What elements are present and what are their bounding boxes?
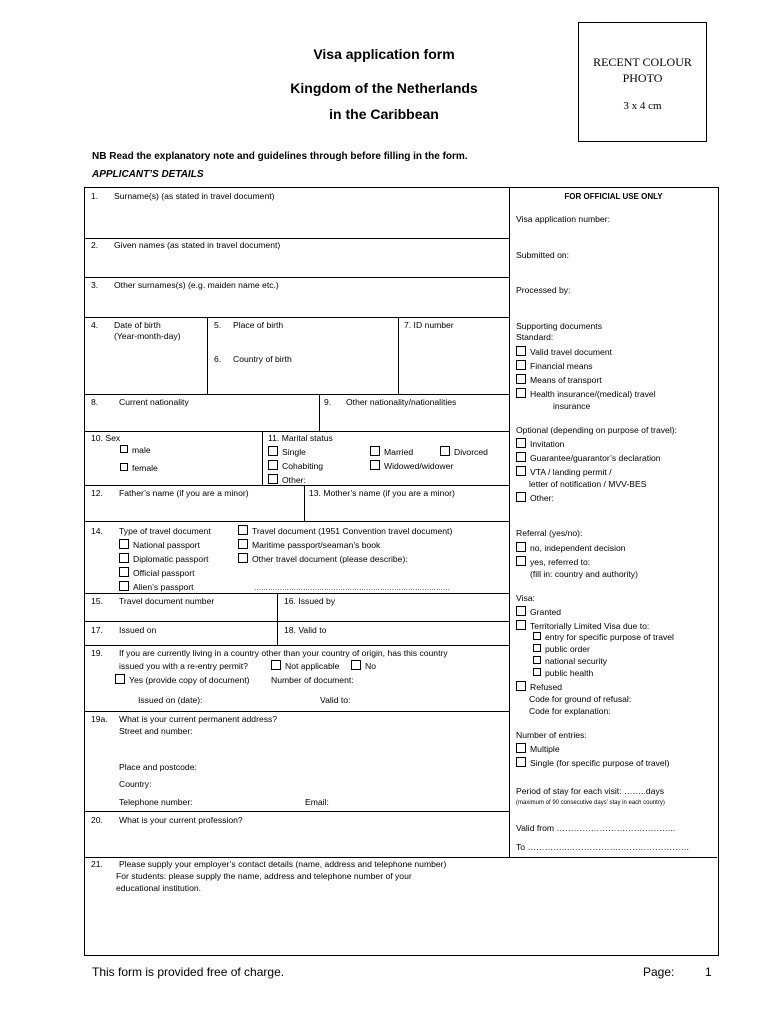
official-no-independent-label: no, independent decision — [530, 543, 626, 553]
official-vta-label: VTA / landing permit / — [530, 467, 612, 477]
official-national-security-checkbox[interactable] — [533, 656, 541, 664]
field-9-other-nationality[interactable]: Other nationality/nationalities — [346, 397, 457, 407]
field-21-employer-line1: Please supply your employer’s contact details (name, address and telephone number) — [119, 859, 447, 869]
other-marital-label: Other: — [282, 475, 306, 485]
official-single-option[interactable] — [516, 757, 669, 769]
official-number-of-entries: Number of entries: — [516, 730, 587, 740]
official-valid-travel-checkbox[interactable] — [516, 346, 526, 356]
official-code-refusal: Code for ground of refusal: — [529, 694, 632, 704]
yes-checkbox[interactable] — [115, 674, 125, 684]
official-invitation-option[interactable] — [516, 438, 564, 450]
widowed-label: Widowed/widower — [384, 461, 454, 471]
diplomatic-label: Diplomatic passport — [133, 554, 209, 564]
cohabiting-checkbox[interactable] — [268, 460, 278, 470]
row-line — [84, 277, 509, 278]
row-line — [84, 857, 717, 858]
field-21-employer-line2: For students: please supply the name, address and telephone number of your — [116, 871, 412, 881]
row-line — [84, 238, 509, 239]
official-yes-referred-checkbox[interactable] — [516, 556, 526, 566]
official-use-heading: FOR OFFICIAL USE ONLY — [564, 192, 663, 201]
field-1-number: 1. — [91, 191, 99, 201]
field-17-issued-on[interactable]: Issued on — [119, 625, 157, 635]
official-transport-option[interactable] — [516, 374, 602, 386]
field-20-profession[interactable]: What is your current profession? — [119, 815, 243, 825]
address-email[interactable]: Email: — [305, 797, 329, 807]
official-territorially-label: Territorially Limited Visa due to: — [530, 621, 650, 631]
official-vta-line2: letter of notification / MVV-BES — [529, 479, 647, 489]
alien-passport-label: Alien’s passport — [133, 582, 194, 592]
address-country[interactable]: Country: — [119, 779, 152, 789]
official-health-checkbox[interactable] — [516, 388, 526, 398]
single-label: Single — [282, 447, 306, 457]
field-3-other-surnames[interactable]: Other surnames(s) (e.g. maiden name etc.) — [114, 280, 279, 290]
official-multiple-option[interactable] — [516, 743, 560, 755]
reentry-valid-to[interactable]: Valid to: — [320, 695, 351, 705]
field-5-place-of-birth[interactable]: Place of birth — [233, 320, 284, 330]
reentry-not-applicable-option[interactable] — [271, 660, 339, 672]
address-telephone[interactable]: Telephone number: — [119, 797, 193, 807]
official-transport-label: Means of transport — [530, 375, 602, 385]
reentry-document-number[interactable]: Number of document: — [271, 675, 354, 685]
field-12-number: 12. — [91, 488, 103, 498]
other-doc-label: Other travel document (please describe): — [252, 554, 408, 564]
divorced-label: Divorced — [454, 447, 488, 457]
male-checkbox[interactable] — [120, 445, 128, 453]
official-valid-from: Valid from ………………………….……….. — [516, 823, 676, 833]
official-no-independent-option[interactable] — [516, 542, 626, 554]
official-refused-label: Refused — [530, 682, 563, 692]
official-granted-option[interactable] — [516, 606, 561, 618]
sex-male-option[interactable] — [120, 445, 151, 456]
cell-divider — [277, 593, 278, 645]
photo-label-line2: PHOTO — [622, 71, 663, 85]
row-line — [84, 621, 509, 622]
official-entry-specific-label: entry for specific purpose of travel — [545, 632, 674, 642]
official-other-checkbox[interactable] — [516, 492, 526, 502]
official-health-line2: insurance — [553, 401, 591, 411]
sex-female-option[interactable] — [120, 463, 158, 474]
field-19-question-line1: If you are currently living in a country other than your country of origin, has this country — [119, 648, 448, 658]
official-financial-checkbox[interactable] — [516, 360, 526, 370]
row-line — [84, 394, 509, 395]
official-financial-option[interactable] — [516, 360, 593, 372]
marital-other-option[interactable] — [268, 474, 306, 486]
row-line — [84, 811, 509, 812]
convention-checkbox[interactable] — [238, 525, 248, 535]
male-label: male — [132, 445, 151, 455]
official-entry-specific-checkbox[interactable] — [533, 632, 541, 640]
maritime-checkbox[interactable] — [238, 539, 248, 549]
official-passport-checkbox[interactable] — [119, 567, 129, 577]
field-20-number: 20. — [91, 815, 103, 825]
official-public-health-option[interactable] — [533, 668, 593, 679]
address-place[interactable]: Place and postcode: — [119, 762, 197, 772]
official-single-entry-label: Single (for specific purpose of travel) — [530, 758, 670, 768]
national-passport-checkbox[interactable] — [119, 539, 129, 549]
marital-divorced-option[interactable] — [440, 446, 488, 458]
field-3-number: 3. — [91, 280, 99, 290]
field-2-number: 2. — [91, 240, 99, 250]
field-8-number: 8. — [91, 397, 99, 407]
official-entry-specific-option[interactable] — [533, 632, 674, 643]
official-optional: Optional (depending on purpose of travel): — [516, 425, 677, 435]
official-national-security-option[interactable] — [533, 656, 607, 667]
photo-size: 3 x 4 cm — [623, 100, 662, 112]
field-14-type-of-document: Type of travel document — [119, 526, 211, 536]
field-10-sex: 10. Sex — [91, 433, 121, 443]
official-refused-option[interactable] — [516, 681, 562, 693]
other-doc-checkbox[interactable] — [238, 553, 248, 563]
yes-label: Yes (provide copy of document) — [129, 675, 250, 685]
cohabiting-label: Cohabiting — [282, 461, 324, 471]
doc-convention-option[interactable] — [238, 525, 452, 537]
official-yes-referred-option[interactable] — [516, 556, 590, 568]
field-11-marital-status: 11. Marital status — [268, 433, 333, 443]
field-18-valid-to[interactable]: 18. Valid to — [284, 625, 327, 635]
field-21-number: 21. — [91, 859, 103, 869]
field-4-date-of-birth[interactable]: Date of birth — [114, 320, 161, 330]
official-passport-label: Official passport — [133, 568, 195, 578]
official-no-independent-checkbox[interactable] — [516, 542, 526, 552]
field-16-issued-by[interactable]: 16. Issued by — [284, 596, 336, 606]
other-doc-description-line[interactable]: ………………………………………………………………………… — [254, 585, 450, 592]
maritime-label: Maritime passport/seaman’s book — [252, 540, 381, 550]
intro-note: NB Read the explanatory note and guidelines through before filling in the form. — [92, 151, 468, 162]
official-supporting-docs: Supporting documents — [516, 321, 602, 331]
official-code-explanation: Code for explanation: — [529, 706, 611, 716]
cell-divider — [319, 394, 320, 431]
official-national-security-label: national security — [545, 656, 608, 666]
official-referral: Referral (yes/no): — [516, 528, 583, 538]
form-subtitle-kingdom: Kingdom of the Netherlands — [290, 80, 478, 96]
not-applicable-checkbox[interactable] — [271, 660, 281, 670]
official-valid-to: To …………..……………….…………………… — [516, 842, 690, 852]
official-territorially-option[interactable] — [516, 620, 649, 632]
official-guarantee-option[interactable] — [516, 452, 661, 464]
marital-cohabiting-option[interactable] — [268, 460, 323, 472]
photo-box — [578, 22, 707, 142]
official-invitation-checkbox[interactable] — [516, 438, 526, 448]
field-4-format: (Year-month-day) — [114, 331, 181, 341]
cell-divider — [304, 485, 305, 521]
field-5-number: 5. — [214, 320, 222, 330]
form-subtitle-caribbean: in the Caribbean — [329, 106, 439, 122]
no-checkbox[interactable] — [351, 660, 361, 670]
field-6-country-of-birth[interactable]: Country of birth — [233, 354, 292, 364]
official-submitted-on: Submitted on: — [516, 250, 570, 260]
female-label: female — [132, 463, 158, 473]
form-title: Visa application form — [313, 46, 455, 62]
official-period-of-stay: Period of stay for each visit: ……..days — [516, 786, 665, 796]
footer-free-of-charge: This form is provided free of charge. — [92, 965, 285, 979]
official-public-order-option[interactable] — [533, 644, 590, 655]
field-14-number: 14. — [91, 526, 103, 536]
official-public-order-checkbox[interactable] — [533, 644, 541, 652]
official-vta-checkbox[interactable] — [516, 466, 526, 476]
official-other-label: Other: — [530, 493, 554, 503]
field-9-number: 9. — [324, 397, 332, 407]
field-2-given-names[interactable]: Given names (as stated in travel document) — [114, 240, 281, 250]
female-checkbox[interactable] — [120, 463, 128, 471]
field-19-question-line2: issued you with a re-entry permit? — [119, 661, 248, 671]
footer-page-number: 1 — [705, 965, 712, 979]
official-multiple-label: Multiple — [530, 744, 560, 754]
official-other-option[interactable] — [516, 492, 554, 504]
reentry-yes-option[interactable] — [115, 674, 250, 686]
reentry-issued-on[interactable]: Issued on (date): — [138, 695, 203, 705]
official-granted-label: Granted — [530, 607, 562, 617]
field-4-number: 4. — [91, 320, 99, 330]
official-guarantee-label: Guarantee/guarantor’s declaration — [530, 453, 661, 463]
official-single-entry-checkbox[interactable] — [516, 757, 526, 767]
official-fill-in: (fill in: country and authority) — [530, 569, 638, 579]
official-granted-checkbox[interactable] — [516, 606, 526, 616]
field-19-number: 19. — [91, 648, 103, 658]
field-15-document-number[interactable]: Travel document number — [119, 596, 215, 606]
field-12-fathers-name[interactable]: Father’s name (if you are a minor) — [119, 488, 249, 498]
official-vta-option[interactable] — [516, 466, 612, 478]
divorced-checkbox[interactable] — [440, 446, 450, 456]
cell-divider — [207, 317, 208, 394]
cell-divider — [398, 317, 399, 394]
official-multiple-checkbox[interactable] — [516, 743, 526, 753]
official-standard: Standard: — [516, 332, 554, 342]
alien-passport-checkbox[interactable] — [119, 581, 129, 591]
field-19a-address: What is your current permanent address? — [119, 714, 278, 724]
photo-label-line1: RECENT COLOUR — [593, 55, 692, 69]
official-visa-number: Visa application number: — [516, 214, 610, 224]
widowed-checkbox[interactable] — [370, 460, 380, 470]
row-line — [84, 317, 509, 318]
convention-label: Travel document (1951 Convention travel document) — [252, 526, 453, 536]
diplomatic-checkbox[interactable] — [119, 553, 129, 563]
field-6-number: 6. — [214, 354, 222, 364]
married-checkbox[interactable] — [370, 446, 380, 456]
address-street[interactable]: Street and number: — [119, 726, 193, 736]
official-processed-by: Processed by: — [516, 285, 571, 295]
official-guarantee-checkbox[interactable] — [516, 452, 526, 462]
row-line — [84, 645, 509, 646]
field-21-employer-line3: educational institution. — [116, 883, 202, 893]
cell-divider — [262, 431, 263, 485]
official-health-option[interactable] — [516, 388, 656, 400]
footer-page-label: Page: — [643, 965, 675, 979]
no-label: No — [365, 661, 376, 671]
field-19a-number: 19a. — [91, 714, 108, 724]
official-public-order-label: public order — [545, 644, 590, 654]
field-8-current-nationality[interactable]: Current nationality — [119, 397, 189, 407]
official-public-health-label: public health — [545, 668, 594, 678]
doc-maritime-option[interactable] — [238, 539, 380, 551]
official-refused-checkbox[interactable] — [516, 681, 526, 691]
row-line — [84, 521, 509, 522]
official-transport-checkbox[interactable] — [516, 374, 526, 384]
official-invitation-label: Invitation — [530, 439, 565, 449]
field-15-number: 15. — [91, 596, 103, 606]
field-1-surname[interactable]: Surname(s) (as stated in travel document) — [114, 191, 275, 201]
official-valid-travel-option[interactable] — [516, 346, 612, 358]
official-territorially-checkbox[interactable] — [516, 620, 526, 630]
reentry-no-option[interactable] — [351, 660, 376, 672]
married-label: Married — [384, 447, 414, 457]
marital-married-option[interactable] — [370, 446, 413, 458]
section-title: APPLICANT’S DETAILS — [92, 169, 204, 180]
official-financial-label: Financial means — [530, 361, 593, 371]
doc-national-option[interactable] — [119, 539, 200, 551]
official-yes-referred-label: yes, referred to: — [530, 557, 591, 567]
doc-diplomatic-option[interactable] — [119, 553, 208, 565]
field-17-number: 17. — [91, 625, 103, 635]
row-line — [84, 711, 509, 712]
doc-official-option[interactable] — [119, 567, 194, 579]
official-valid-travel-label: Valid travel document — [530, 347, 613, 357]
marital-widowed-option[interactable] — [370, 460, 453, 472]
doc-other-option[interactable] — [238, 553, 408, 565]
doc-alien-option[interactable] — [119, 581, 194, 593]
not-applicable-label: Not applicable — [285, 661, 340, 671]
row-line — [84, 431, 509, 432]
other-marital-checkbox[interactable] — [268, 474, 278, 484]
field-13-mothers-name[interactable]: 13. Mother’s name (if you are a minor) — [309, 488, 455, 498]
field-7-id-number[interactable]: 7. ID number — [404, 320, 454, 330]
national-passport-label: National passport — [133, 540, 200, 550]
official-visa: Visa: — [516, 593, 535, 603]
single-checkbox[interactable] — [268, 446, 278, 456]
official-max-note: (maximum of 90 consecutive days’ stay in each country) — [516, 800, 665, 806]
marital-single-option[interactable] — [268, 446, 306, 458]
official-public-health-checkbox[interactable] — [533, 668, 541, 676]
official-divider — [509, 187, 510, 857]
official-health-label: Health insurance/(medical) travel — [530, 389, 656, 399]
